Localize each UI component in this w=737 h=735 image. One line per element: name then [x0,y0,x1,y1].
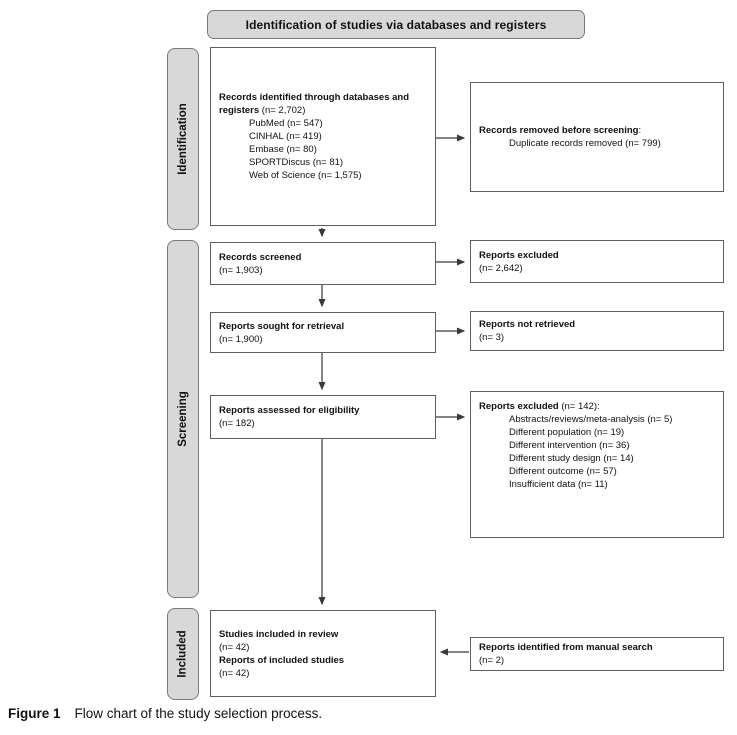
exclusion-reason: Different intervention (n= 36) [509,440,630,451]
box-reports-excluded-eligibility [470,391,724,538]
exclusion-reason: Different outcome (n= 57) [509,466,617,477]
stage-included [167,608,199,700]
exclusion-reason: Insufficient data (n= 11) [509,479,608,490]
box-reports-excluded-screening: Reports excluded (n= 2,642) [470,240,724,283]
removed-item: Duplicate records removed (n= 799) [509,138,661,149]
box-studies-included: Studies included in review (n= 42) Reports of included studies (n= 42) [210,610,436,697]
box-records-removed-text: Records removed before screening: Duplicate records removed (n= 799) [479,124,715,150]
figure-caption-label: Figure 1 [8,706,61,721]
box-records-removed [470,82,724,192]
box-reports-assessed: Reports assessed for eligibility (n= 182) [210,395,436,439]
exclusion-reason: Different study design (n= 14) [509,453,634,464]
box-records-screened: Records screened (n= 1,903) [210,242,436,285]
source-item: Embase (n= 80) [249,144,317,155]
source-item: CINHAL (n= 419) [249,131,322,142]
box-manual-search: Reports identified from manual search (n= 2) [470,637,724,671]
box-records-identified-text: Records identified through databases and registers (n= 2,702) PubMed (n= 547) CINHAL (n= 419) Embase (n= 80) SPORTDiscus (n= 81) Web of Science (n= 1,575) [219,91,427,182]
stage-included-label: Included [177,630,189,678]
stage-screening [167,240,199,598]
header-banner [207,10,585,39]
exclusion-reason: Abstracts/reviews/meta-analysis (n= 5) [509,414,673,425]
box-records-identified [210,47,436,226]
stage-screening-label: Screening [177,391,190,447]
figure-caption-text: Flow chart of the study selection process. [74,706,323,721]
stage-identification-label: Identification [177,103,189,175]
box-reports-not-retrieved: Reports not retrieved (n= 3) [470,311,724,351]
exclusion-reason: Different population (n= 19) [509,427,625,438]
source-item: Web of Science (n= 1,575) [249,170,362,181]
box-reports-sought: Reports sought for retrieval (n= 1,900) [210,312,436,353]
header-title: Identification of studies via databases and registers [245,17,547,32]
source-item: PubMed (n= 547) [249,118,323,129]
figure-caption [8,706,322,721]
source-item: SPORTDiscus (n= 81) [249,157,344,168]
box-reports-excluded-eligibility-text: Reports excluded (n= 142): Abstracts/reviews/meta-analysis (n= 5) Different population (n= 19) Different intervention (n= 36) Different study design (n= 14) Different outcome (n= 57) Insufficient data (n= 11) [479,400,715,491]
stage-identification [167,48,199,230]
